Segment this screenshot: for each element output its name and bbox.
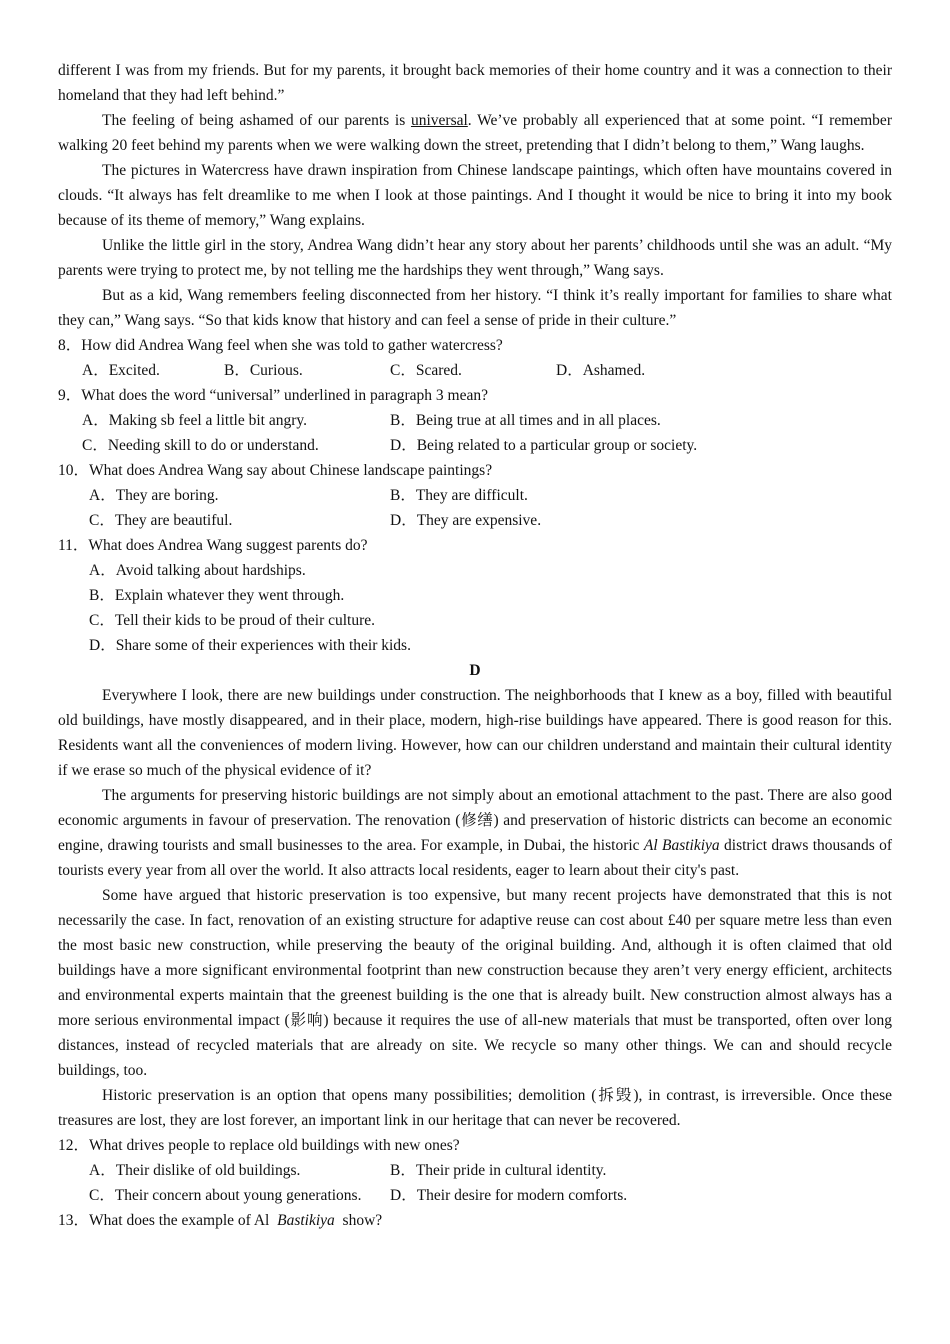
option-b[interactable]: B．Their pride in cultural identity. bbox=[390, 1162, 607, 1179]
question-options bbox=[58, 558, 892, 658]
question-stem: 11．What does Andrea Wang suggest parents do? bbox=[58, 537, 368, 554]
passage-c-paragraph-5: But as a kid, Wang remembers feeling disconnected from her history. “I think it’s really important for families to share what they can,” Wang says. “So that kids know that history and can feel a sense of pride in their culture.” bbox=[58, 287, 892, 329]
option-a[interactable]: A．Their dislike of old buildings. bbox=[89, 1162, 301, 1179]
question-stem: 8．How did Andrea Wang feel when she was told to gather watercress? bbox=[58, 337, 503, 354]
stem-after: show? bbox=[334, 1212, 383, 1229]
passage-c-paragraph-3: The pictures in Watercress have drawn inspiration from Chinese landscape paintings, which often have mountains covered in clouds. “It always has felt dreamlike to me when I look at those paintings. And I thought it would be nice to bring it into my book because of its theme of memory,” Wang explains. bbox=[58, 162, 892, 229]
question-options bbox=[58, 358, 892, 383]
option-a[interactable]: A．Excited. bbox=[82, 362, 160, 379]
option-d[interactable]: D．Ashamed. bbox=[556, 362, 646, 379]
underlined-word-universal: universal bbox=[410, 112, 468, 129]
question-13 bbox=[58, 1208, 892, 1233]
passage-d-paragraph-2 bbox=[58, 783, 892, 883]
question-stem: 9．What does the word “universal” underlined in paragraph 3 mean? bbox=[58, 387, 488, 404]
question-stem: 12．What drives people to replace old buildings with new ones? bbox=[58, 1137, 460, 1154]
option-d[interactable]: D．Being related to a particular group or society. bbox=[390, 437, 698, 454]
stem-before: 13．What does the example of Al bbox=[58, 1212, 278, 1229]
question-options bbox=[58, 408, 892, 458]
question-options bbox=[58, 483, 892, 533]
option-c[interactable]: C．Their concern about young generations. bbox=[89, 1187, 362, 1204]
option-c[interactable]: C．Scared. bbox=[390, 362, 462, 379]
question-options bbox=[58, 1158, 892, 1208]
passage-c-p2-before: The feeling of being ashamed of our parents is bbox=[102, 112, 411, 129]
passage-d-paragraph-4: Historic preservation is an option that opens many possibilities; demolition (拆毁), in contrast, is irreversible. Once these treasures are lost, they are lost forever, an important link in our heritage that can never be recovered. bbox=[58, 1087, 892, 1129]
passage-c-paragraph-2 bbox=[58, 108, 892, 158]
passage-c-paragraph-4: Unlike the little girl in the story, Andrea Wang didn’t hear any story about her parents’ childhoods until she was an adult. “My parents were trying to protect me, by not telling me the hardships they went through,” Wang says. bbox=[58, 237, 892, 279]
option-c[interactable]: C．Tell their kids to be proud of their culture. bbox=[89, 612, 376, 629]
passage-d-p2-after: district draws thousands of tourists every year from all over the world. It also attracts local residents, eager to learn about their city's past. bbox=[58, 837, 892, 879]
question-stem bbox=[58, 1208, 892, 1233]
passage-d-paragraph-1: Everywhere I look, there are new buildings under construction. The neighborhoods that I knew as a boy, filled with beautiful old buildings, have mostly disappeared, and in their place, modern, high-rise buildings have appeared. There is good reason for this. Residents want all the conveniences of modern living. However, how can our children understand and maintain their cultural identity if we erase so much of the physical evidence of it? bbox=[58, 687, 892, 779]
option-b[interactable]: B．Being true at all times and in all places. bbox=[390, 412, 661, 429]
passage-c-paragraph-1-tail: different I was from my friends. But for my parents, it brought back memories of their home country and it was a connection to their homeland that they had left behind.” bbox=[58, 62, 892, 104]
passage-c-p2-after: . We’ve probably all experienced that at some point. “I remember walking 20 feet behind my parents when we were walking down the street, pretending that I didn’t belong to them,” Wang laughs. bbox=[58, 112, 892, 154]
exam-page bbox=[58, 58, 892, 1233]
question-10 bbox=[58, 458, 892, 533]
option-d[interactable]: D．Share some of their experiences with their kids. bbox=[89, 637, 411, 654]
passage-d-p2-before: The arguments for preserving historic buildings are not simply about an emotional attachment to the past. There are also good economic arguments in favour of preservation. The renovation (修缮) and preservation of historic districts can become an economic engine, drawing tourists and small businesses to the area. For example, in Dubai, the historic bbox=[58, 787, 892, 854]
option-a[interactable]: A．Avoid talking about hardships. bbox=[89, 562, 306, 579]
option-d[interactable]: D．Their desire for modern comforts. bbox=[390, 1187, 628, 1204]
option-b[interactable]: B．They are difficult. bbox=[390, 487, 528, 504]
question-stem: 10．What does Andrea Wang say about Chinese landscape paintings? bbox=[58, 462, 493, 479]
question-11 bbox=[58, 533, 892, 658]
option-d[interactable]: D．They are expensive. bbox=[390, 512, 542, 529]
stem-italic: Bastikiya bbox=[277, 1212, 335, 1229]
question-8 bbox=[58, 333, 892, 383]
section-d-title: D bbox=[469, 662, 481, 679]
option-a[interactable]: A．They are boring. bbox=[89, 487, 219, 504]
place-name-al-bastikiya: Al Bastikiya bbox=[643, 837, 720, 854]
question-12 bbox=[58, 1133, 892, 1208]
option-b[interactable]: B．Curious. bbox=[224, 362, 303, 379]
option-a[interactable]: A．Making sb feel a little bit angry. bbox=[82, 412, 307, 429]
option-b[interactable]: B．Explain whatever they went through. bbox=[89, 587, 345, 604]
option-c[interactable]: C．They are beautiful. bbox=[89, 512, 233, 529]
option-c[interactable]: C．Needing skill to do or understand. bbox=[82, 437, 319, 454]
passage-d-paragraph-3: Some have argued that historic preservation is too expensive, but many recent projects have demonstrated that this is not necessarily the case. In fact, renovation of an existing structure for adaptive reuse can cost about £40 per square metre less than even the most basic new construction, while preserving the beauty of the original building. And, although it is often claimed that old buildings have a more significant environmental footprint than new construction because they aren’t very energy efficient, architects and environmental experts maintain that the greenest building is the one that is already built. New construction almost always has a more serious environmental impact (影响) because it requires the use of all-new materials that must be transported, often over long distances, instead of recycled materials that are already on site. We recycle so many other things. We can and should recycle buildings, too. bbox=[58, 887, 892, 1079]
question-9 bbox=[58, 383, 892, 458]
